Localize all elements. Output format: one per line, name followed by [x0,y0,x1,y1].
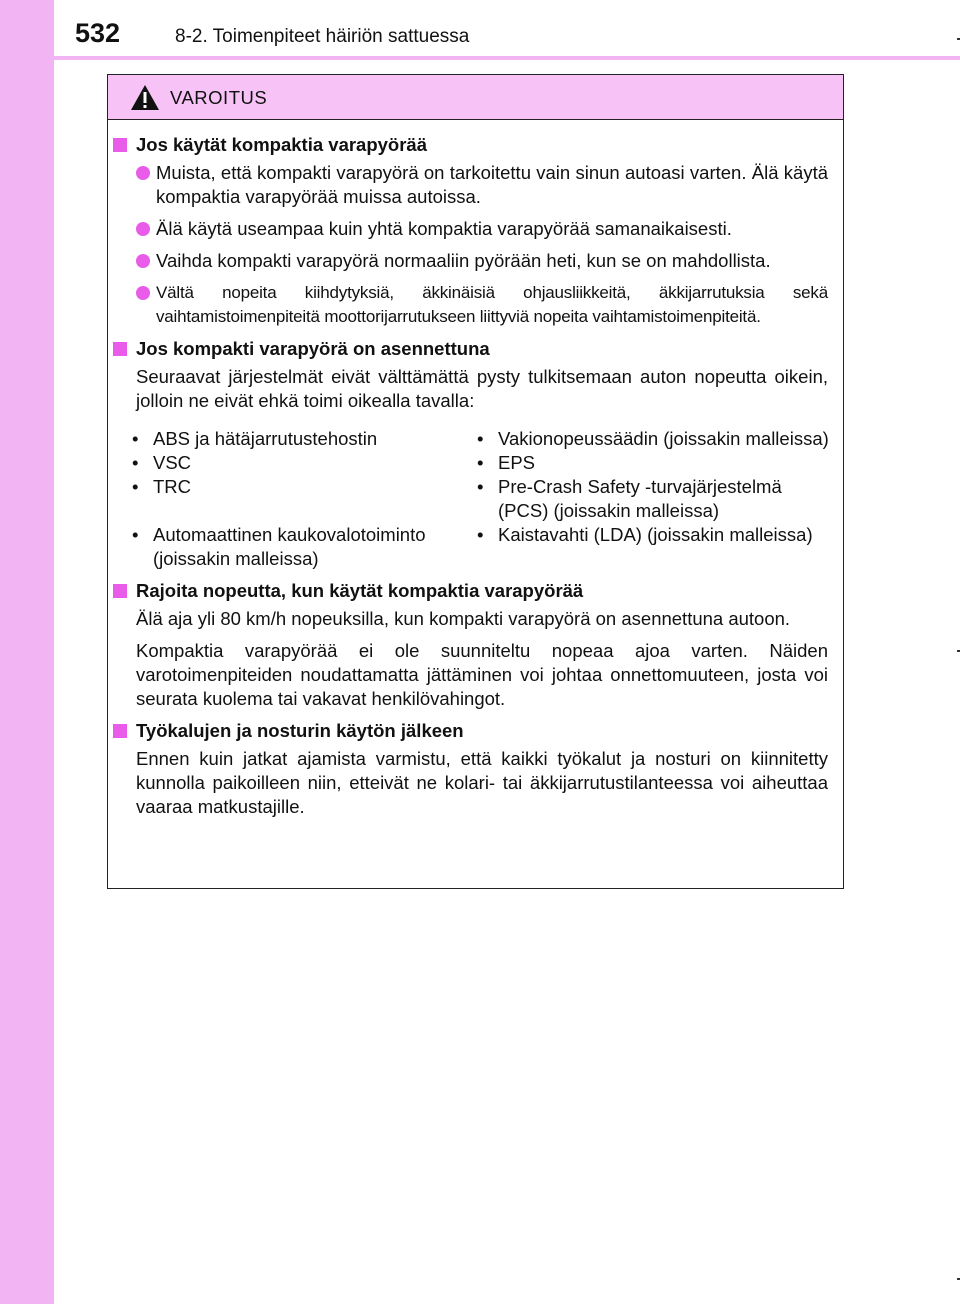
bullet-item: Muista, että kompakti varapyörä on tarkoitettu vain sinun autoasi varten. Älä käytä kompaktia varapyörää muissa autoissa. [108,161,843,209]
square-bullet-icon [113,138,127,152]
paragraph: Kompaktia varapyörää ei ole suunniteltu nopeaa ajoa varten. Näiden varotoimenpiteiden noudattamatta jättäminen voi johtaa onnettomuuteen, josta voi seurata kuolema tai vakavat henkilövahingot. [136,640,828,709]
round-bullet-icon [136,222,150,236]
system-item: • VSC [128,451,473,475]
system-item: • EPS [473,451,833,475]
system-list-right-group [473,451,833,523]
system-item: • TRC [128,475,473,499]
paragraph: Seuraavat järjestelmät eivät välttämättä pysty tulkitsemaan auton nopeutta oikein, jolloin ne eivät ehkä toimi oikealla tavalla: [136,366,828,411]
bullet-item: Vaihda kompakti varapyörä normaaliin pyörään heti, kun se on mahdollista. [108,249,843,273]
section-title: 8-2. Toimenpiteet häiriön sattuessa [175,26,470,47]
section-heading: Rajoita nopeutta, kun käytät kompaktia varapyörää [108,579,843,603]
warning-box [107,74,844,889]
system-item: • Vakionopeussäädin (joissakin malleissa) [473,427,833,451]
systems-list [108,427,843,571]
section-heading: Jos käytät kompaktia varapyörää [108,133,843,157]
system-item: • ABS ja hätäjarrutustehostin [128,427,473,451]
round-bullet-icon [136,286,150,300]
paragraph: Ennen kuin jatkat ajamista varmistu, että kaikki työkalut ja nosturi on kiinnitetty kunnolla paikoilleen niin, etteivät ne kolari- tai äkkijarrutustilanteessa voi aiheuttaa vaaraa matkustajille. [136,748,828,817]
side-color-bar [0,0,54,1304]
round-bullet-icon [136,166,150,180]
page-number: 532 [75,18,121,48]
system-list-left-group [128,451,473,523]
system-item: • Pre-Crash Safety -turvajärjestelmä (PCS) (joissakin malleissa) [473,475,833,523]
header-rule [54,56,960,60]
warning-title: VAROITUS [170,87,268,108]
warning-content [108,133,843,827]
section-heading: Jos kompakti varapyörä on asennettuna [108,337,843,361]
round-bullet-icon [136,254,150,268]
square-bullet-icon [113,342,127,356]
section-heading: Työkalujen ja nosturin käytön jälkeen [108,719,843,743]
paragraph: Älä aja yli 80 km/h nopeuksilla, kun kompakti varapyörä on asennettuna autoon. [136,608,791,629]
warning-triangle-icon [130,84,160,111]
system-item: • Automaattinen kaukovalotoiminto (joissakin malleissa) [128,523,473,571]
square-bullet-icon [113,584,127,598]
bullet-item: Vältä nopeita kiihdytyksiä, äkkinäisiä ohjausliikkeitä, äkkijarrutuksia sekä vaihtamistoimenpiteitä moottorijarrutukseen liittyviä nopeita vaihtamistoimenpiteitä. [108,281,843,329]
square-bullet-icon [113,724,127,738]
bullet-item: Älä käytä useampaa kuin yhtä kompaktia varapyörää samanaikaisesti. [108,217,843,241]
system-item: • Kaistavahti (LDA) (joissakin malleissa) [473,523,833,571]
warning-header [108,75,843,120]
